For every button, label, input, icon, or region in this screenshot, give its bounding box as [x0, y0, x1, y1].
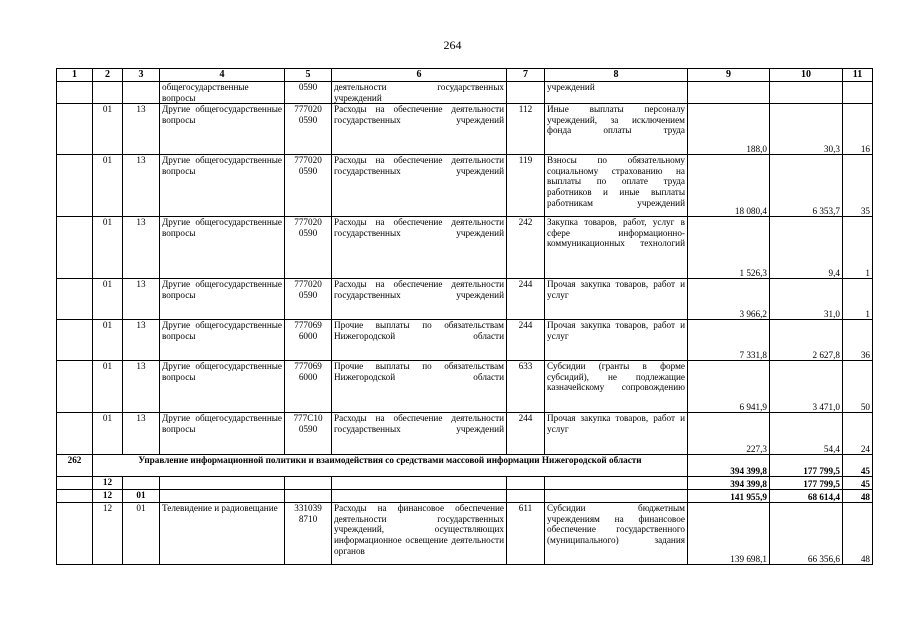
table-cell-col-8: Иные выплаты персоналу учреждений, за исключением фонда оплаты труда	[545, 104, 688, 155]
table-cell-col-10: 66 356,6	[770, 503, 843, 565]
table-cell-col-8	[545, 477, 688, 490]
column-header: 5	[285, 69, 332, 82]
table-cell-col-9: 18 080,4	[688, 155, 770, 217]
table-cell-col-4: Другие общегосударственные вопросы	[160, 320, 285, 361]
table-row	[57, 320, 873, 361]
table-cell-col-5: 777069 6000	[285, 320, 332, 361]
table-cell-col-5: 777020 0590	[285, 279, 332, 320]
table-cell-col-8: Прочая закупка товаров, работ и услуг	[545, 413, 688, 455]
table-cell-col-7: 119	[507, 155, 545, 217]
table-cell-col-2	[93, 82, 123, 104]
page-number: 264	[443, 38, 462, 52]
table-cell-col-7: 633	[507, 361, 545, 413]
subsection-section-code: 12	[93, 490, 123, 503]
table-cell-col-10: 6 353,7	[770, 155, 843, 217]
table-cell-col-6: деятельности государственных учреждений	[332, 82, 507, 104]
table-cell-col-3	[123, 477, 160, 490]
table-cell-col-1	[57, 217, 93, 279]
table-cell-col-10: 31,0	[770, 279, 843, 320]
table-cell-col-9	[688, 82, 770, 104]
table-cell-col-5: 0590	[285, 82, 332, 104]
department-total-9: 394 399,8	[688, 455, 770, 477]
table-cell-col-6: Расходы на обеспечение деятельности государственных учреждений	[332, 217, 507, 279]
table-cell-col-1	[57, 82, 93, 104]
table-cell-col-1	[57, 490, 93, 503]
table-cell-col-9: 1 526,3	[688, 217, 770, 279]
table-cell-col-1	[57, 503, 93, 565]
table-row	[57, 279, 873, 320]
column-header: 11	[843, 69, 873, 82]
table-cell-col-2: 01	[93, 217, 123, 279]
table-cell-col-9: 6 941,9	[688, 361, 770, 413]
table-cell-col-8: Закупка товаров, работ, услуг в сфере информационно-коммуникационных технологий	[545, 217, 688, 279]
table-cell-col-10: 54,4	[770, 413, 843, 455]
header-row	[57, 69, 873, 82]
table-cell-col-11: 24	[843, 413, 873, 455]
table-cell-col-10: 2 627,8	[770, 320, 843, 361]
table-cell-col-7	[507, 82, 545, 104]
table-row	[57, 82, 873, 104]
column-header: 3	[123, 69, 160, 82]
table-cell-col-5: 777020 0590	[285, 104, 332, 155]
table-cell-col-2: 01	[93, 320, 123, 361]
table-cell-col-11: 1	[843, 217, 873, 279]
table-cell-col-7	[507, 477, 545, 490]
table-cell-col-6: Расходы на финансовое обеспечение деятельности государственных учреждений, осуществляющих информационное освещение деятельности органов	[332, 503, 507, 565]
table-row	[57, 503, 873, 565]
column-header: 8	[545, 69, 688, 82]
table-cell-col-11	[843, 82, 873, 104]
table-cell-col-11: 50	[843, 361, 873, 413]
table-cell-col-5: 777020 0590	[285, 217, 332, 279]
table-cell-col-10: 30,3	[770, 104, 843, 155]
table-cell-col-4: общегосударственные вопросы	[160, 82, 285, 104]
table-cell-col-8: Субсидии (гранты в форме субсидий), не подлежащие казначейскому сопровождению	[545, 361, 688, 413]
table-cell-col-6: Прочие выплаты по обязательствам Нижегородской области	[332, 361, 507, 413]
table-cell-col-1	[57, 104, 93, 155]
table-row	[57, 217, 873, 279]
table-cell-col-4: Другие общегосударственные вопросы	[160, 413, 285, 455]
table-cell-col-7: 242	[507, 217, 545, 279]
table-cell-col-5	[285, 477, 332, 490]
table-cell-col-6: Расходы на обеспечение деятельности государственных учреждений	[332, 104, 507, 155]
section-row	[57, 477, 873, 490]
table-cell-col-6: Расходы на обеспечение деятельности государственных учреждений	[332, 413, 507, 455]
table-cell-col-2: 01	[93, 279, 123, 320]
table-cell-col-4: Другие общегосударственные вопросы	[160, 104, 285, 155]
section-percent: 45	[843, 477, 873, 490]
table-cell-col-4: Другие общегосударственные вопросы	[160, 217, 285, 279]
column-header: 7	[507, 69, 545, 82]
table-cell-col-8: Взносы по обязательному социальному страхованию на выплаты по оплате труда работников и иные выплаты работникам учреждений	[545, 155, 688, 217]
table-cell-col-3: 13	[123, 320, 160, 361]
table-cell-col-5	[285, 490, 332, 503]
table-cell-col-10: 3 471,0	[770, 361, 843, 413]
table-cell-col-7: 244	[507, 413, 545, 455]
subsection-row	[57, 490, 873, 503]
column-header: 1	[57, 69, 93, 82]
table-cell-col-2: 01	[93, 155, 123, 217]
table-cell-col-6	[332, 490, 507, 503]
table-cell-col-2: 12	[93, 503, 123, 565]
table-cell-col-9: 227,3	[688, 413, 770, 455]
table-cell-col-1	[57, 320, 93, 361]
table-cell-col-2: 01	[93, 413, 123, 455]
department-total-10: 177 799,5	[770, 455, 843, 477]
table-cell-col-8: Субсидии бюджетным учреждениям на финансовое обеспечение государственного (муниципального) задания	[545, 503, 688, 565]
subsection-total-10: 68 614,4	[770, 490, 843, 503]
table-cell-col-5: 777020 0590	[285, 155, 332, 217]
table-cell-col-6: Расходы на обеспечение деятельности государственных учреждений	[332, 155, 507, 217]
table-cell-col-7: 112	[507, 104, 545, 155]
section-total-10: 177 799,5	[770, 477, 843, 490]
table-cell-col-8: Прочая закупка товаров, работ и услуг	[545, 320, 688, 361]
table-cell-col-4: Телевидение и радиовещание	[160, 503, 285, 565]
table-cell-col-9: 139 698,1	[688, 503, 770, 565]
column-header: 9	[688, 69, 770, 82]
table-cell-col-6	[332, 477, 507, 490]
table-cell-col-11: 16	[843, 104, 873, 155]
table-cell-col-5: 777С10 0590	[285, 413, 332, 455]
table-cell-col-9: 7 331,8	[688, 320, 770, 361]
table-cell-col-9: 188,0	[688, 104, 770, 155]
table-cell-col-2: 01	[93, 361, 123, 413]
table-cell-col-11: 35	[843, 155, 873, 217]
table-cell-col-11: 36	[843, 320, 873, 361]
table-cell-col-4	[160, 477, 285, 490]
column-header: 4	[160, 69, 285, 82]
table-cell-col-3: 13	[123, 104, 160, 155]
table-cell-col-7: 611	[507, 503, 545, 565]
table-cell-col-2: 01	[93, 104, 123, 155]
table-cell-col-8: учреждений	[545, 82, 688, 104]
table-cell-col-6: Расходы на обеспечение деятельности государственных учреждений	[332, 279, 507, 320]
table-cell-col-6: Прочие выплаты по обязательствам Нижегородской области	[332, 320, 507, 361]
table-cell-col-3: 13	[123, 279, 160, 320]
department-title: Управление информационной политики и взаимодействия со средствами массовой информации Нижегородской области	[93, 455, 688, 477]
department-percent: 45	[843, 455, 873, 477]
table-cell-col-4: Другие общегосударственные вопросы	[160, 279, 285, 320]
table-cell-col-5: 331039 8710	[285, 503, 332, 565]
column-header: 2	[93, 69, 123, 82]
table-cell-col-3: 13	[123, 155, 160, 217]
table-cell-col-5: 777069 6000	[285, 361, 332, 413]
table-cell-col-10	[770, 82, 843, 104]
table-cell-col-8: Прочая закупка товаров, работ и услуг	[545, 279, 688, 320]
table-cell-col-1	[57, 361, 93, 413]
subsection-code: 01	[123, 490, 160, 503]
table-cell-col-1	[57, 413, 93, 455]
table-cell-col-8	[545, 490, 688, 503]
table-cell-col-11: 48	[843, 503, 873, 565]
table-cell-col-3: 13	[123, 217, 160, 279]
table-cell-col-11: 1	[843, 279, 873, 320]
table-cell-col-7: 244	[507, 320, 545, 361]
table-cell-col-7	[507, 490, 545, 503]
column-header: 10	[770, 69, 843, 82]
table-cell-col-3: 13	[123, 361, 160, 413]
table-cell-col-7: 244	[507, 279, 545, 320]
table-row	[57, 361, 873, 413]
table-cell-col-3: 01	[123, 503, 160, 565]
department-row	[57, 455, 873, 477]
table-cell-col-4: Другие общегосударственные вопросы	[160, 361, 285, 413]
section-total-9: 394 399,8	[688, 477, 770, 490]
table-row	[57, 104, 873, 155]
subsection-total-9: 141 955,9	[688, 490, 770, 503]
department-code: 262	[57, 455, 93, 477]
table-cell-col-1	[57, 477, 93, 490]
budget-table	[56, 68, 873, 565]
subsection-percent: 48	[843, 490, 873, 503]
table-cell-col-3	[123, 82, 160, 104]
table-cell-col-3: 13	[123, 413, 160, 455]
table-cell-col-10: 9,4	[770, 217, 843, 279]
table-cell-col-4	[160, 490, 285, 503]
table-cell-col-1	[57, 155, 93, 217]
table-cell-col-9: 3 966,2	[688, 279, 770, 320]
table-cell-col-4: Другие общегосударственные вопросы	[160, 155, 285, 217]
section-code: 12	[93, 477, 123, 490]
column-header: 6	[332, 69, 507, 82]
table-row	[57, 413, 873, 455]
table-row	[57, 155, 873, 217]
table-cell-col-1	[57, 279, 93, 320]
